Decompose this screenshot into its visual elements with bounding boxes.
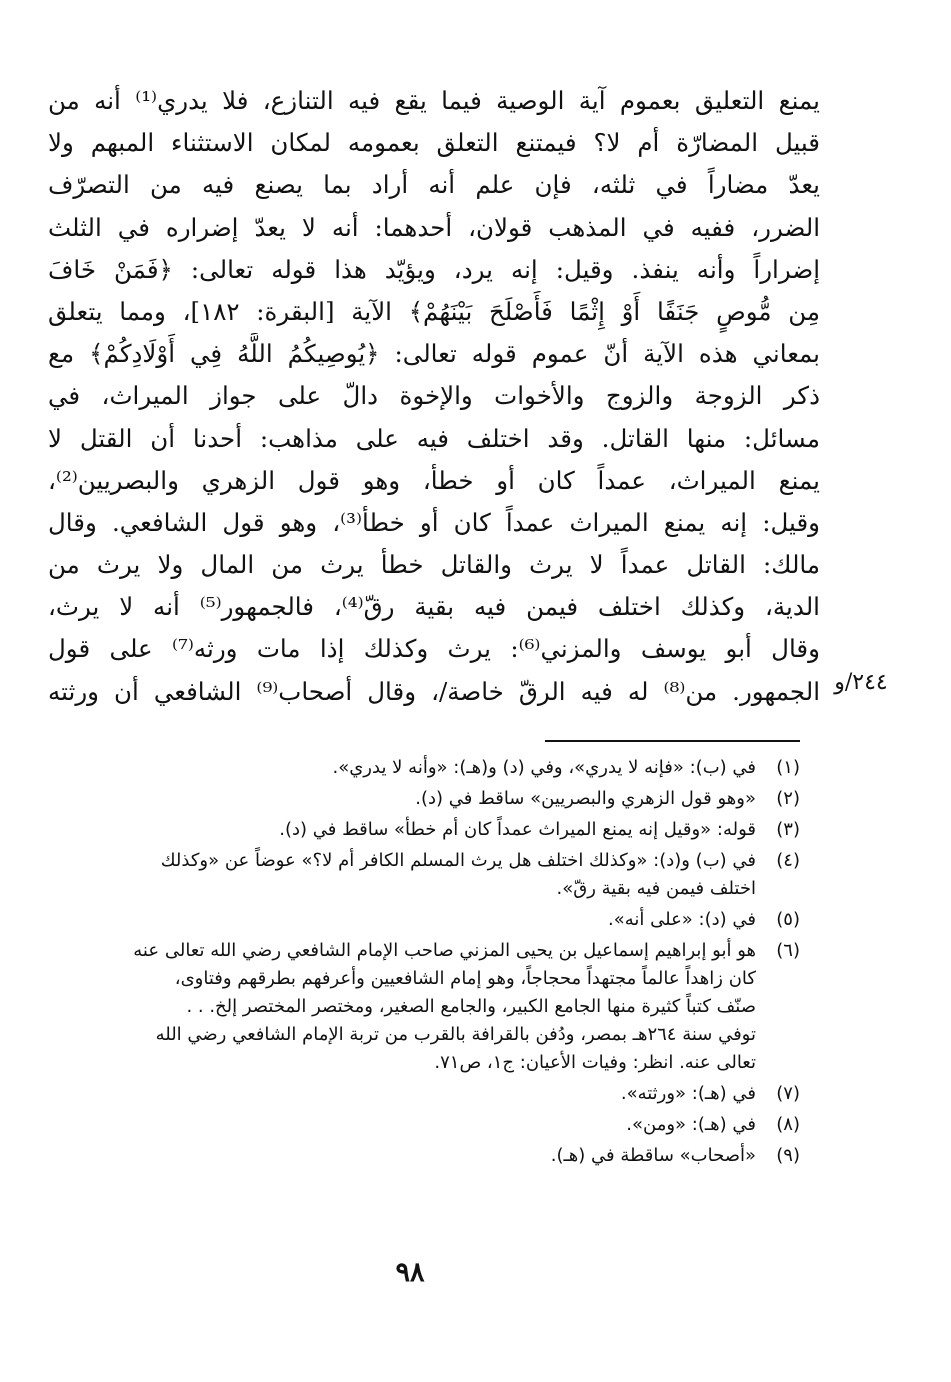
footnote-line: «أصحاب» ساقطة في (هـ). bbox=[550, 1145, 756, 1166]
text-line: وقيل: إنه يمنع الميراث عمداً كان أو خطأ⁽³⁾، وهو قول الشافعي. وقال bbox=[48, 507, 820, 537]
footnote-line: في (ب): «فإنه لا يدري»، وفي (د) و(هـ): «وأنه لا يدري». bbox=[332, 757, 756, 778]
footnote bbox=[48, 1080, 800, 1108]
footnote-number: (٢) bbox=[776, 788, 800, 809]
text-line: ذكر الزوجة والزوج والأخوات والإخوة دالّ على جواز الميراث، في bbox=[48, 381, 820, 411]
footnote-line: صنّف كتباً كثيرة منها الجامع الكبير، والجامع الصغير، ومختصر المختصر إلخ. . . bbox=[186, 996, 756, 1017]
footnote-number: (٥) bbox=[776, 909, 800, 930]
text-line: قبيل المضارّة أم لا؟ فيمتنع التعلق بعمومه لمكان الاستثناء المبهم ولا bbox=[48, 128, 820, 158]
footnote bbox=[48, 937, 800, 1077]
manuscript-folio-note: ٢٤٤/و bbox=[834, 670, 888, 695]
footnote-number: (٣) bbox=[776, 819, 800, 840]
text-line: مسائل: منها القاتل. وقد اختلف فيه على مذاهب: أحدنا أن القتل لا bbox=[48, 423, 820, 453]
footnote-text bbox=[48, 1111, 756, 1139]
footnote-line: في (هـ): «ورثته». bbox=[620, 1083, 756, 1104]
footnote-line: قوله: «وقيل إنه يمنع الميراث عمداً كان أم خطأ» ساقط في (د). bbox=[279, 819, 756, 840]
footnote-line: اختلف فيمن فيه بقية رقّ». bbox=[556, 878, 756, 899]
text-line: مالك: القاتل عمداً لا يرث والقاتل خطأ يرث من المال ولا يرث من bbox=[48, 550, 820, 580]
main-text bbox=[48, 80, 820, 713]
footnote-number: (١) bbox=[776, 757, 800, 778]
footnote-divider bbox=[545, 740, 800, 742]
text-line: بمعاني هذه الآية أنّ عموم قوله تعالى: ﴿يُوصِيكُمُ اللَّهُ فِي أَوْلَادِكُمْ﴾ مع bbox=[48, 339, 820, 369]
text-line: الدية، وكذلك اختلف فيمن فيه بقية رقّ⁽⁴⁾، فالجمهور⁽⁵⁾ أنه لا يرث، bbox=[48, 592, 820, 622]
text-line: مِن مُّوصٍ جَنَفًا أَوْ إِثْمًا فَأَصْلَحَ بَيْنَهُمْ﴾ الآية [البقرة: ١٨٢]، ومما يتعلق bbox=[48, 296, 820, 326]
footnote-text bbox=[48, 847, 756, 903]
text-line: يمنع التعليق بعموم آية الوصية فيما يقع فيه التنازع، فلا يدري⁽¹⁾ أنه من bbox=[48, 86, 820, 115]
footnote bbox=[48, 754, 800, 782]
footnote bbox=[48, 816, 800, 844]
footnote-line: في (هـ): «ومن». bbox=[626, 1114, 756, 1135]
footnote-line: في (د): «على أنه». bbox=[607, 909, 756, 930]
text-line: الجمهور. من⁽⁸⁾ له فيه الرقّ خاصة/، وقال أصحاب⁽⁹⁾ الشافعي أن ورثته bbox=[48, 676, 820, 706]
footnote-text bbox=[48, 816, 756, 844]
footnote-text bbox=[48, 906, 756, 934]
footnote-text bbox=[48, 1080, 756, 1108]
footnote bbox=[48, 906, 800, 934]
footnote-line: هو أبو إبراهيم إسماعيل بن يحيى المزني صاحب الإمام الشافعي رضي الله تعالى عنه bbox=[133, 940, 756, 961]
text-line: وقال أبو يوسف والمزني⁽⁶⁾: يرث وكذلك إذا مات ورثه⁽⁷⁾ على قول bbox=[48, 634, 820, 664]
footnote-text bbox=[48, 785, 756, 813]
footnote-line: تعالى عنه. انظر: وفيات الأعيان: ج١، ص٧١. bbox=[434, 1052, 756, 1073]
footnote-number: (٧) bbox=[776, 1083, 800, 1104]
footnote-line: كان زاهداً عالماً مجتهداً محجاجاً، وهو إمام الشافعيين وأعرفهم بطرقهم وفتاوى، bbox=[174, 968, 756, 989]
footnote bbox=[48, 785, 800, 813]
footnote-line: توفي سنة ٢٦٤هـ بمصر، ودُفن بالقرافة بالقرب من تربة الإمام الشافعي رضي الله bbox=[155, 1024, 756, 1045]
footnote-text bbox=[48, 754, 756, 782]
footnote-text bbox=[48, 1142, 756, 1170]
text-line: الضرر، ففيه في المذهب قولان، أحدهما: أنه لا يعدّ إضراره في الثلث bbox=[48, 212, 820, 242]
footnote-line: في (ب) و(د): «وكذلك اختلف هل يرث المسلم الكافر أم لا؟» عوضاً عن «وكذلك bbox=[160, 850, 756, 871]
page-number: ٩٨ bbox=[395, 1257, 425, 1288]
footnote bbox=[48, 1142, 800, 1170]
footnote bbox=[48, 1111, 800, 1139]
text-line: يعدّ مضاراً في ثلثه، فإن علم أنه أراد بما يصنع فيه من التصرّف bbox=[48, 170, 820, 200]
footnote bbox=[48, 847, 800, 903]
footnote-number: (٤) bbox=[776, 850, 800, 871]
footnote-number: (٨) bbox=[776, 1114, 800, 1135]
footnote-line: «وهو قول الزهري والبصريين» ساقط في (د). bbox=[415, 788, 756, 809]
footnotes bbox=[48, 754, 800, 1173]
text-line: يمنع الميراث، عمداً كان أو خطأ، وهو قول الزهري والبصريين⁽²⁾، bbox=[48, 465, 820, 495]
footnote-number: (٦) bbox=[776, 940, 800, 961]
text-line: إضراراً وأنه ينفذ. وقيل: إنه يرد، ويؤيّد هذا قوله تعالى: ﴿فَمَنْ خَافَ bbox=[48, 254, 820, 284]
footnote-number: (٩) bbox=[776, 1145, 800, 1166]
footnote-text bbox=[48, 937, 756, 1077]
